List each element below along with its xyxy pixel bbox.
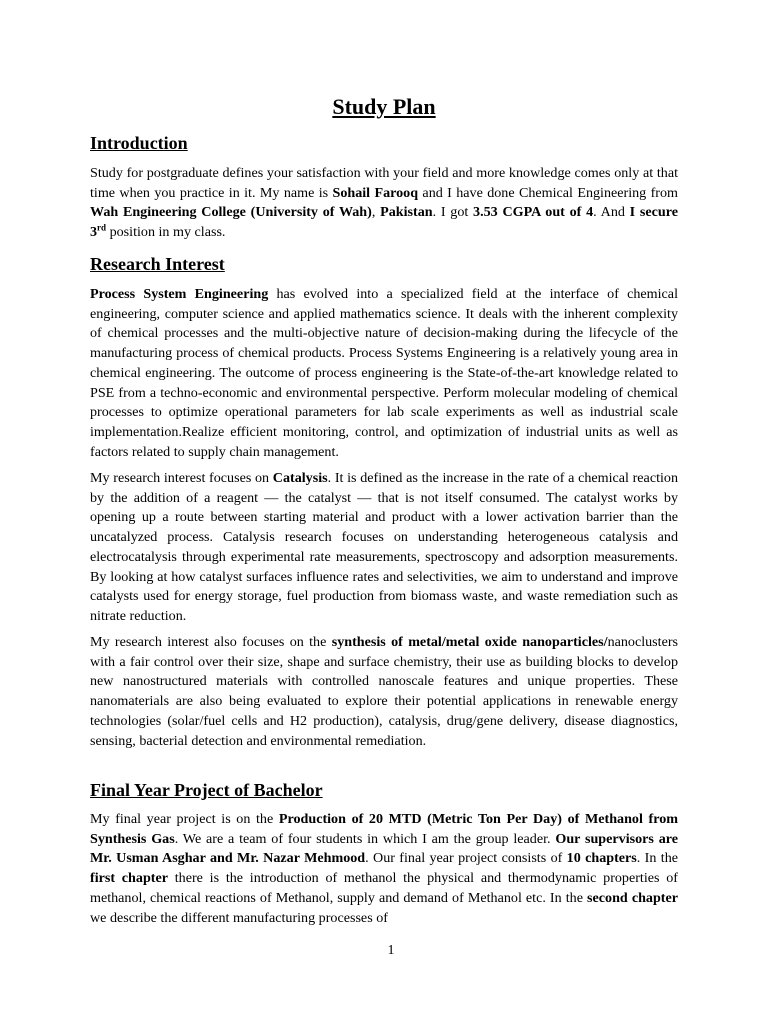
heading-research-interest: Research Interest [90,254,225,274]
research-paragraph-nanoparticles: My research interest also focuses on the synthesis of metal/metal oxide nanoparticles/nanoclusters with a fair control over their size, shape and surface chemistry, their use as building blocks to develop new nanostructured materials with controlled nanoscale features and unique properties. These nanomaterials are also being evaluated to explore their potential applications in renewable energy technologies (solar/fuel cells and H2 production), catalysis, drug/gene delivery, disease diagnostics, sensing, bacterial detection and environmental remediation. [90,634,679,749]
research-paragraph-pse: Process System Engineering has evolved into a specialized field at the interface of chemical engineering, computer science and applied mathematics science. It deals with the inherent complexity of chemical processes and the multi-objective nature of decision-making during the lifecycle of the manufacturing process of chemical products. Process Systems Engineering is a relatively young area in chemical engineering. The outcome of process engineering is the State-of-the-art knowledge related to PSE from a techno-economic and environmental perspective. Perform molecular modeling of chemical processes to optimize operational parameters for lab scale experiments as well as industrial scale implementation.Realize efficient monitoring, control, and optimization of industrial units as well as factors related to supply chain management. [90,286,678,460]
page-number: 1 [387,943,395,958]
intro-paragraph: Study for postgraduate defines your satisfaction with your field and more knowledge comes only at that time when you practice in it. My name is Sohail Farooq and I have done Chemical Engineering from Wah Engineering College (University of Wah), Pakistan. I got 3.53 CGPA out of 4. And I secure 3rd position in my class. [90,165,678,241]
heading-introduction: Introduction [90,133,188,153]
heading-final-year-project: Final Year Project of Bachelor [90,780,323,800]
fyp-paragraph: My final year project is on the Production of 20 MTD (Metric Ton Per Day) of Methanol from Synthesis Gas. We are a team of four students in which I am the group leader. Our supervisors are Mr. Usman Asghar and Mr. Nazar Mehmood. Our final year project consists of 10 chapters. In the first chapter there is the introduction of methanol the physical and thermodynamic properties of methanol, chemical reactions of Methanol, supply and demand of Methanol etc. In the second chapter we describe the different manufacturing processes of [90,811,679,926]
research-paragraph-catalysis: My research interest focuses on Catalysis. It is defined as the increase in the rate of a chemical reaction by the addition of a reagent — the catalyst — that is not itself consumed. The catalyst works by opening up a route between starting material and product with a lower activation barrier than the uncatalyzed process. Catalysis research focuses on understanding heterogeneous catalysis and electrocatalysis through experimental rate measurements, spectroscopy and adsorption measurements. By looking at how catalyst surfaces influence rates and selectivities, we aim to understand and improve catalysts used for energy storage, fuel production from biomass waste, and waste remediation such as nitrate reduction. [90,470,678,624]
page-title: Study Plan [332,94,436,119]
